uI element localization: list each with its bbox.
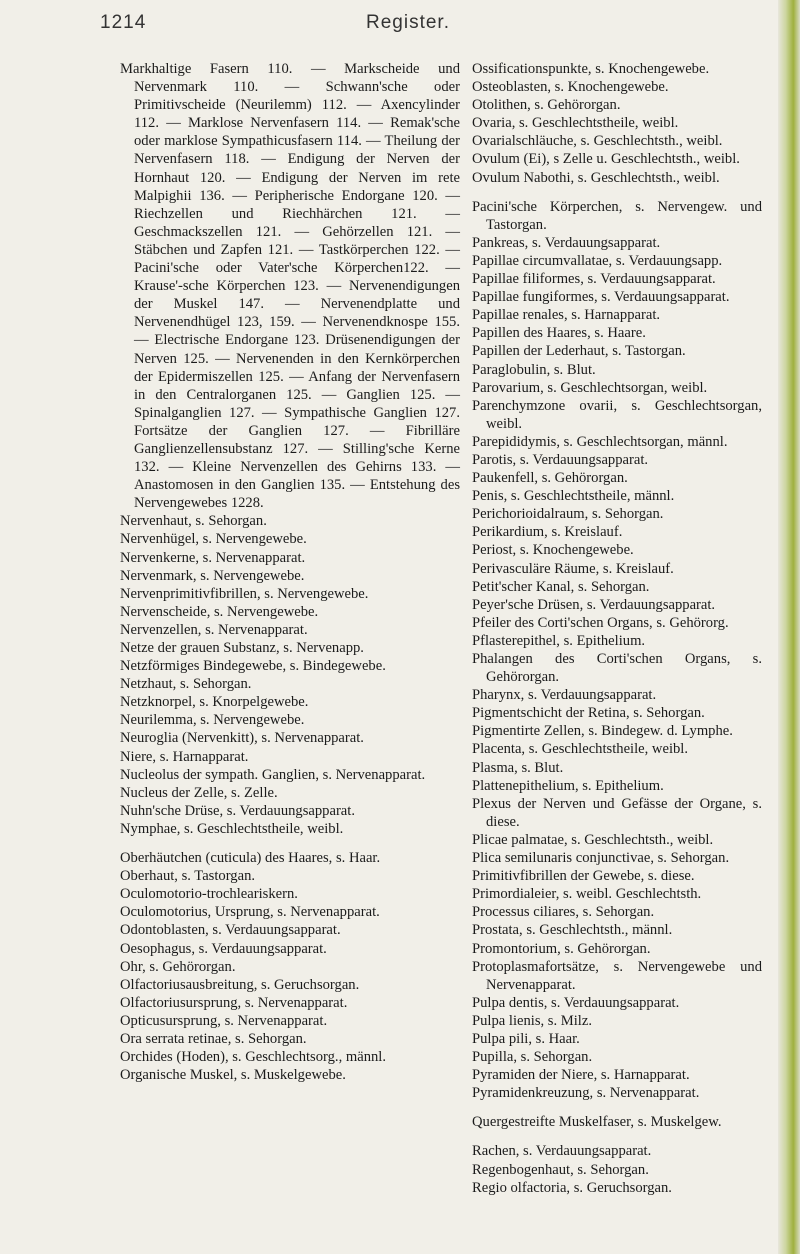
index-entry: Nervenzellen, s. Nervenapparat.	[120, 621, 308, 638]
index-entry: Paraglobulin, s. Blut.	[472, 361, 596, 378]
index-entry: Primordialeier, s. weibl. Geschlechtsth.	[472, 886, 702, 903]
index-entry: Netzknorpel, s. Knorpelgewebe.	[120, 694, 309, 711]
index-entry: Processus ciliares, s. Sehorgan.	[472, 904, 655, 921]
page-header	[0, 10, 780, 40]
index-entry: Ossificationspunkte, s. Knochengewebe.	[472, 61, 710, 77]
index-entry: Paukenfell, s. Gehörorgan.	[472, 470, 628, 487]
index-entry: Odontoblasten, s. Verdauungsapparat.	[120, 922, 341, 939]
index-entry: Papillae filiformes, s. Verdauungsapparat.	[472, 271, 716, 288]
index-entry: Pankreas, s. Verdauungsapparat.	[472, 234, 661, 251]
index-entry: Oculomotorio-trochleariskern.	[120, 886, 298, 903]
index-entry: Organische Muskel, s. Muskelgewebe.	[120, 1067, 346, 1084]
index-entry: Ovarialschläuche, s. Geschlechtsth., weibl.	[472, 133, 723, 150]
index-entry: Orchides (Hoden), s. Geschlechtsorg., männl.	[120, 1049, 387, 1066]
index-entry: Oculomotorius, Ursprung, s. Nervenapparat.	[120, 904, 380, 921]
index-entry: Otolithen, s. Gehörorgan.	[472, 97, 621, 114]
index-entry: Perivasculäre Räume, s. Kreislauf.	[472, 560, 674, 577]
index-entry: Nuhn'sche Drüse, s. Verdauungsapparat.	[120, 802, 355, 819]
index-entry: Primitivfibrillen der Gewebe, s. diese.	[472, 868, 695, 885]
index-entry: Pflasterepithel, s. Epithelium.	[472, 632, 646, 649]
index-entry: Rachen, s. Verdauungsapparat.	[472, 1143, 652, 1160]
index-entry: Nervenprimitivfibrillen, s. Nervengewebe.	[120, 585, 369, 602]
index-entry: Perikardium, s. Kreislauf.	[472, 524, 623, 541]
index-entry: Nervenscheide, s. Nervengewebe.	[120, 603, 319, 620]
index-entry: Ovulum Nabothi, s. Geschlechtsth., weibl.	[472, 169, 720, 186]
index-entry: Quergestreifte Muskelfaser, s. Muskelgew.	[472, 1114, 722, 1131]
index-entry: Netze der grauen Substanz, s. Nervenapp.	[120, 640, 364, 656]
index-entry: Promontorium, s. Gehörorgan.	[472, 940, 651, 957]
index-entry: Pulpa pili, s. Haar.	[472, 1030, 580, 1047]
index-entry: Pyramiden der Niere, s. Harnapparat.	[472, 1067, 690, 1084]
index-entry: Olfactoriusursprung, s. Nervenapparat.	[120, 994, 348, 1011]
index-entry: Ovulum (Ei), s Zelle u. Geschlechtsth., weibl.	[472, 151, 740, 168]
index-entry: Plica semilunaris conjunctivae, s. Sehorgan.	[472, 850, 730, 867]
index-entry: Plexus der Nerven und Gefässe der Organe, s. diese.	[472, 795, 762, 830]
index-entry: Phalangen des Corti'schen Organs, s. Gehörorgan.	[472, 651, 762, 686]
index-entry: Plicae palmatae, s. Geschlechtsth., weibl.	[472, 831, 714, 848]
index-entry: Pigmentirte Zellen, s. Bindegew. d. Lymphe.	[472, 723, 733, 740]
index-entry: Nucleus der Zelle, s. Zelle.	[120, 784, 278, 801]
index-entry: Papillen des Haares, s. Haare.	[472, 325, 646, 342]
index-entry: Oberhäutchen (cuticula) des Haares, s. Haar.	[120, 850, 381, 867]
index-entry: Regio olfactoria, s. Geruchsorgan.	[472, 1179, 672, 1196]
index-entry: Pulpa lienis, s. Milz.	[472, 1012, 592, 1029]
index-entry: Regenbogenhaut, s. Sehorgan.	[472, 1161, 649, 1178]
index-entry: Olfactoriusausbreitung, s. Geruchsorgan.	[120, 976, 360, 993]
index-entry: Penis, s. Geschlechtstheile, männl.	[472, 488, 675, 505]
index-entry: Perichorioidalraum, s. Sehorgan.	[472, 506, 664, 523]
index-entry: Netzförmiges Bindegewebe, s. Bindegewebe.	[120, 658, 386, 675]
index-entry: Pupilla, s. Sehorgan.	[472, 1049, 593, 1066]
index-entry: Ohr, s. Gehörorgan.	[120, 958, 236, 975]
index-entry: Prostata, s. Geschlechtsth., männl.	[472, 922, 673, 939]
index-entry: Papillae fungiformes, s. Verdauungsapparat.	[472, 289, 730, 306]
index-entry: Osteoblasten, s. Knochengewebe.	[472, 79, 669, 96]
page-number: 1214	[100, 12, 147, 33]
index-entry: Placenta, s. Geschlechtstheile, weibl.	[472, 741, 688, 758]
index-entry: Oesophagus, s. Verdauungsapparat.	[120, 940, 327, 957]
index-entry: Nervenkerne, s. Nervenapparat.	[120, 549, 306, 566]
index-entry: Nucleolus der sympath. Ganglien, s. Nervenapparat.	[120, 766, 426, 783]
index-entry: Ovaria, s. Geschlechtstheile, weibl.	[472, 115, 679, 132]
index-entry: Markhaltige Fasern 110. — Markscheide und Nervenmark 110. — Schwann'sche oder Primitivscheide (Neurilemm) 112. — Axencylinder 112. — Marklose Nervenfasern 114. — Remak'sche oder marklose Sympathicusfasern 114. — Theilung der Nervenfasern 118. — Endigung der Nerven der Hornhaut 120. — Endigung der Nerven im rete Malpighii 136. — Peripherische Endorgane 120. — Riechzellen und Riechhärchen 121. — Geschmackszellen 121. — Gehörzellen 121. — Stäbchen und Zapfen 121. — Tastkörperchen 122. — Pacini'sche oder Vater'sche Körperchen122. — Krause'-sche Körperchen 123. — Nervenendigungen der Muskel 147. — Nervenendplatte und Nervenendhügel 123, 159. — Nervenendknospe 155. — Electrische Endorgane 123. Drüsenendigungen der Nerven 125. — Nervenenden in den Kernkörperchen der Epidermiszellen 125. — Anfang der Nervenfasern in den Centralorganen 125. — Ganglien 125. — Spinalganglien 127. — Sympathische Ganglien 127. Fortsätze der Ganglien 127. — Fibrilläre Ganglienzellensubstanz 127. — Stilling'sche Kerne 132. — Kleine Nervenzellen des Gehirns 133. — Anastomosen in den Ganglien 135. — Entstehung des Nervengewebes 1228.	[120, 61, 460, 512]
index-entry: Petit'scher Kanal, s. Sehorgan.	[472, 578, 650, 595]
index-entry: Nervenhügel, s. Nervengewebe.	[120, 531, 307, 548]
index-entry: Ora serrata retinae, s. Sehorgan.	[120, 1030, 307, 1047]
index-entry: Protoplasmafortsätze, s. Nervengewebe und Nervenapparat.	[472, 958, 762, 993]
index-entry: Neuroglia (Nervenkitt), s. Nervenapparat.	[120, 730, 364, 747]
index-entry: Parenchymzone ovarii, s. Geschlechtsorgan, weibl.	[472, 397, 762, 432]
index-entry: Parotis, s. Verdauungsapparat.	[472, 451, 649, 468]
index-entry: Niere, s. Harnapparat.	[120, 748, 249, 765]
index-entry: Nymphae, s. Geschlechtstheile, weibl.	[120, 820, 344, 837]
index-entry: Pacini'sche Körperchen, s. Nervengew. und Tastorgan.	[472, 198, 762, 233]
index-entry: Netzhaut, s. Sehorgan.	[120, 676, 252, 693]
index-entry: Periost, s. Knochengewebe.	[472, 542, 634, 559]
index-entry: Plasma, s. Blut.	[472, 759, 564, 776]
index-entry: Nervenhaut, s. Sehorgan.	[120, 513, 267, 530]
index-entry: Peyer'sche Drüsen, s. Verdauungsapparat.	[472, 596, 716, 613]
index-entry: Pfeiler des Corti'schen Organs, s. Gehörorg.	[472, 614, 729, 631]
index-entry: Opticusursprung, s. Nervenapparat.	[120, 1012, 328, 1029]
index-entry: Pigmentschicht der Retina, s. Sehorgan.	[472, 705, 705, 722]
index-entry: Pulpa dentis, s. Verdauungsapparat.	[472, 994, 680, 1011]
index-entry: Parovarium, s. Geschlechtsorgan, weibl.	[472, 379, 708, 396]
index-column-left	[120, 60, 460, 1084]
index-entry: Plattenepithelium, s. Epithelium.	[472, 777, 664, 794]
index-entry: Papillen der Lederhaut, s. Tastorgan.	[472, 343, 686, 360]
index-entry: Pyramidenkreuzung, s. Nervenapparat.	[472, 1085, 700, 1102]
index-entry: Neurilemma, s. Nervengewebe.	[120, 712, 305, 729]
index-entry: Nervenmark, s. Nervengewebe.	[120, 567, 305, 584]
running-head: Register.	[366, 12, 450, 33]
index-entry: Pharynx, s. Verdauungsapparat.	[472, 687, 657, 704]
index-entry: Papillae renales, s. Harnapparat.	[472, 307, 661, 324]
index-column-right	[472, 60, 762, 1197]
index-entry: Parepididymis, s. Geschlechtsorgan, männl.	[472, 433, 728, 450]
index-entry: Oberhaut, s. Tastorgan.	[120, 868, 256, 885]
page-edge-decoration	[778, 0, 800, 1254]
index-entry: Papillae circumvallatae, s. Verdauungsapp.	[472, 252, 723, 269]
